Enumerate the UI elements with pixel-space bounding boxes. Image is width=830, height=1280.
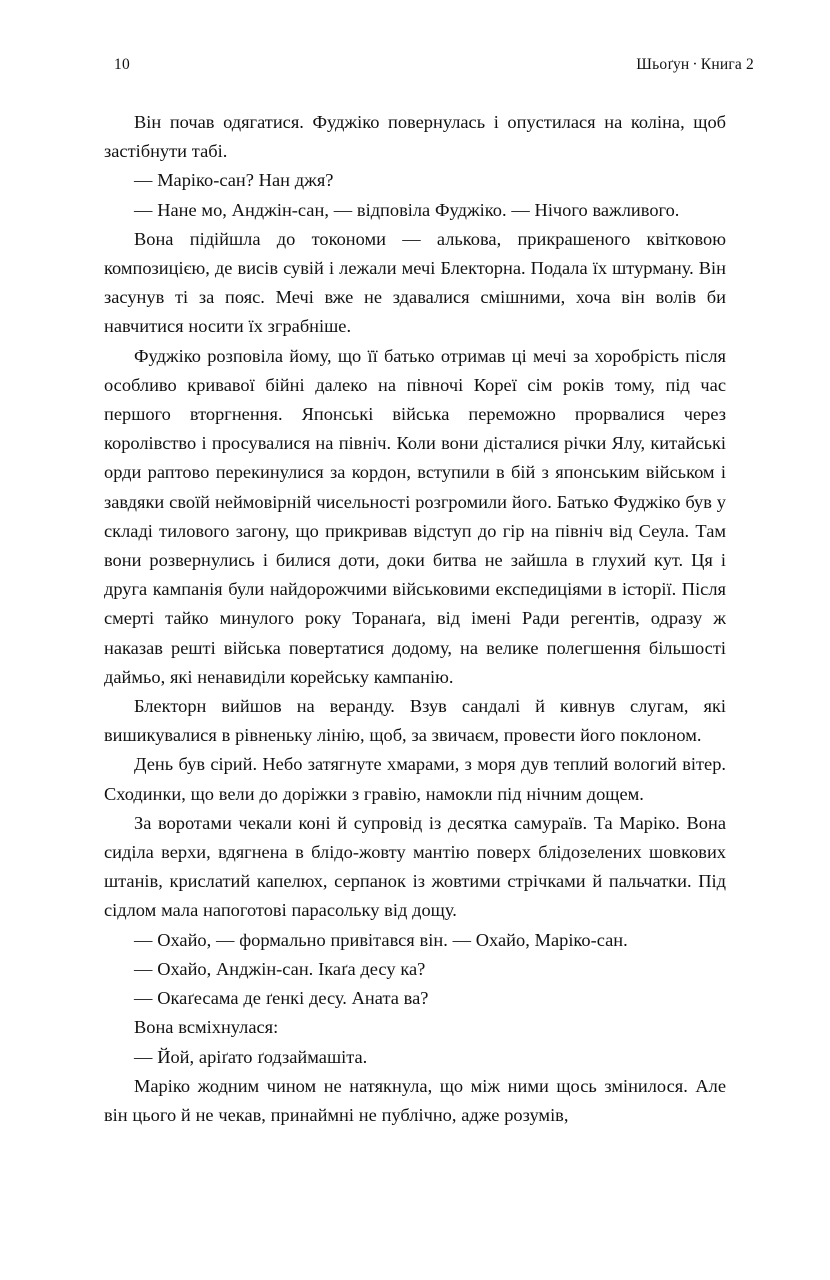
paragraph: День був сірий. Небо затягнуте хмарами, з моря дув теплий вологий вітер. Сходинки, що вели до доріжки з гравію, намокли під нічним дощем.	[104, 754, 726, 804]
paragraph: За воротами чекали коні й супровід із десятка самураїв. Та Маріко. Вона сиділа верхи, вдягнена в блідо-жовту мантію поверх блідозелених шовкових штанів, крислатий капелюх, серпанок із жовтими стрічками й пальчатки. Під сідлом мала напоготові парасольку від дощу.	[104, 812, 726, 921]
paragraph: — Охайо, Анджін-сан. Ікаґа десу ка?	[134, 958, 426, 979]
paragraph: Блекторн вийшов на веранду. Взув сандалі й кивнув слугам, які вишикувалися в рівненьку лінію, щоб, за звичаєм, провести його поклоном.	[104, 696, 726, 746]
paragraph: — Нане мо, Анджін-сан, — відповіла Фуджіко. — Нічого важливого.	[134, 199, 680, 220]
running-head	[66, 56, 764, 74]
paragraph: — Йой, аріґато ґодзаймашіта.	[134, 1046, 368, 1067]
running-head-separator: ·	[692, 56, 698, 73]
book-title: Шьоґун	[636, 56, 690, 73]
paragraph: Фуджіко розповіла йому, що її батько отримав ці мечі за хоробрість після особливо кривавої бійні далеко на півночі Кореї сім років тому, під час першого вторгнення. Японські війська переможно прорвалися через королівство і просувалися на північ. Коли вони дісталися річки Ялу, китайські орди раптово перекинулися за кордон, вступили в бій з японським військом і завдяки своїй неймовірній чисельності розгромили його. Батько Фуджіко був у складі тилового загону, що прикривав відступ до гір на північ від Сеула. Там вони розвернулись і билися доти, доки битва не зайшла в глухий кут. Ця і друга кампанія були найдорожчими військовими експедиціями в історії. Після смерті тайко минулого року Торанаґа, від імені Ради регентів, одразу ж наказав решті війська повертатися додому, на велике полегшення більшості даймьо, які ненавиділи корейську кампанію.	[104, 345, 726, 687]
book-part: Книга 2	[700, 56, 754, 73]
paragraph: Вона всміхнулася:	[134, 1017, 279, 1038]
paragraph: — Маріко-сан? Нан джя?	[134, 170, 334, 191]
paragraph: Він почав одягатися. Фуджіко повернулась і опустилася на коліна, щоб застібнути табі.	[104, 112, 726, 162]
paragraph: Маріко жодним чином не натякнула, що між ними щось змінилося. Але він цього й не чекав, принаймні не публічно, адже розумів,	[104, 1075, 726, 1125]
body-text-column	[104, 108, 726, 1130]
paragraph: — Окаґесама де ґенкі десу. Аната ва?	[134, 988, 429, 1009]
page-number: 10	[114, 56, 130, 73]
running-head-title	[636, 56, 754, 74]
paragraph: — Охайо, — формально привітався він. — Охайо, Маріко-сан.	[134, 929, 628, 950]
paragraph: Вона підійшла до токономи — алькова, прикрашеного квітковою композицією, де висів сувій і лежали мечі Блекторна. Подала їх штурману. Він засунув ті за пояс. Мечі вже не здавалися смішними, хоча він волів би навчитися носити їх зграбніше.	[104, 228, 726, 337]
